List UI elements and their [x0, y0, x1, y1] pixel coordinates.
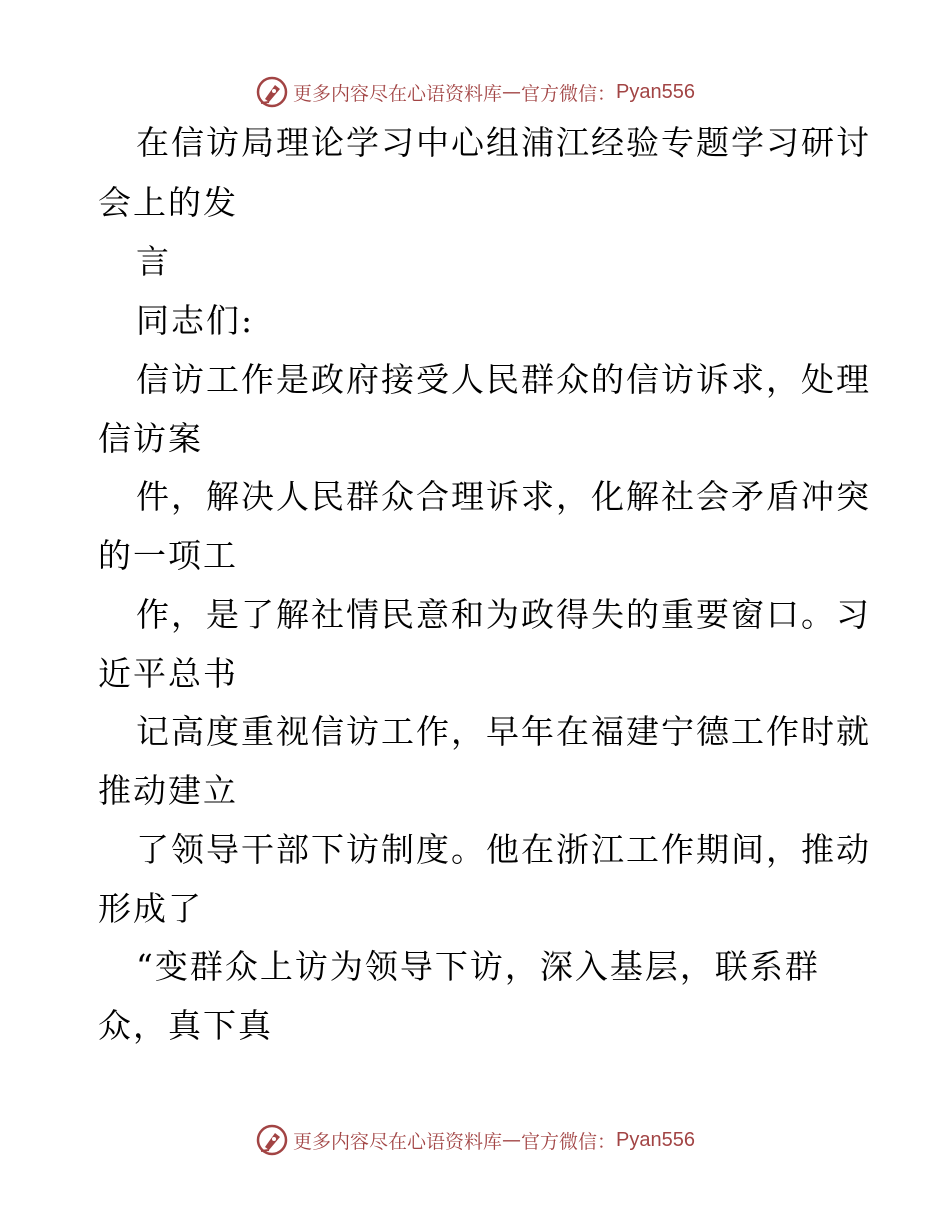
- body-line: 推动建立: [98, 771, 238, 810]
- footer-banner: [0, 1118, 950, 1162]
- pen-nib-logo-icon: [255, 1123, 289, 1157]
- header-banner: [0, 70, 950, 114]
- banner-separator: —: [502, 81, 522, 103]
- body-line: 会上的发: [98, 183, 238, 222]
- body-line: 信访案: [98, 419, 203, 458]
- body-line: 记高度重视信访工作，早年在福建宁德工作时就: [136, 712, 871, 751]
- body-line: 形成了: [98, 889, 203, 928]
- banner-site-text: 更多内容尽在心语资料库: [293, 1130, 503, 1153]
- body-line: 的一项工: [98, 536, 238, 575]
- body-line: 近平总书: [98, 654, 238, 693]
- body-line: 信访工作是政府接受人民群众的信访诉求，处理: [136, 360, 871, 399]
- body-line: 了领导干部下访制度。他在浙江工作期间，推动: [136, 830, 871, 869]
- body-line: 作，是了解社情民意和为政得失的重要窗口。习: [136, 595, 871, 634]
- body-line: 众，真下真: [98, 1006, 273, 1045]
- banner-separator: —: [502, 1129, 522, 1151]
- banner-wechat-id: Pyan556: [616, 80, 695, 103]
- banner-wechat-label: 官方微信：: [521, 1130, 617, 1153]
- banner-wechat-id: Pyan556: [616, 1128, 695, 1151]
- body-line: 同志们:: [136, 301, 255, 340]
- banner-site-text: 更多内容尽在心语资料库: [293, 82, 503, 105]
- body-line: 言: [136, 242, 171, 281]
- pen-nib-logo-icon: [255, 75, 289, 109]
- body-line: “变群众上访为领导下访，深入基层，联系群: [136, 947, 820, 986]
- banner-wechat-label: 官方微信：: [521, 82, 617, 105]
- body-line: 在信访局理论学习中心组浦江经验专题学习研讨: [136, 123, 871, 162]
- body-line: 件，解决人民群众合理诉求，化解社会矛盾冲突: [136, 477, 871, 516]
